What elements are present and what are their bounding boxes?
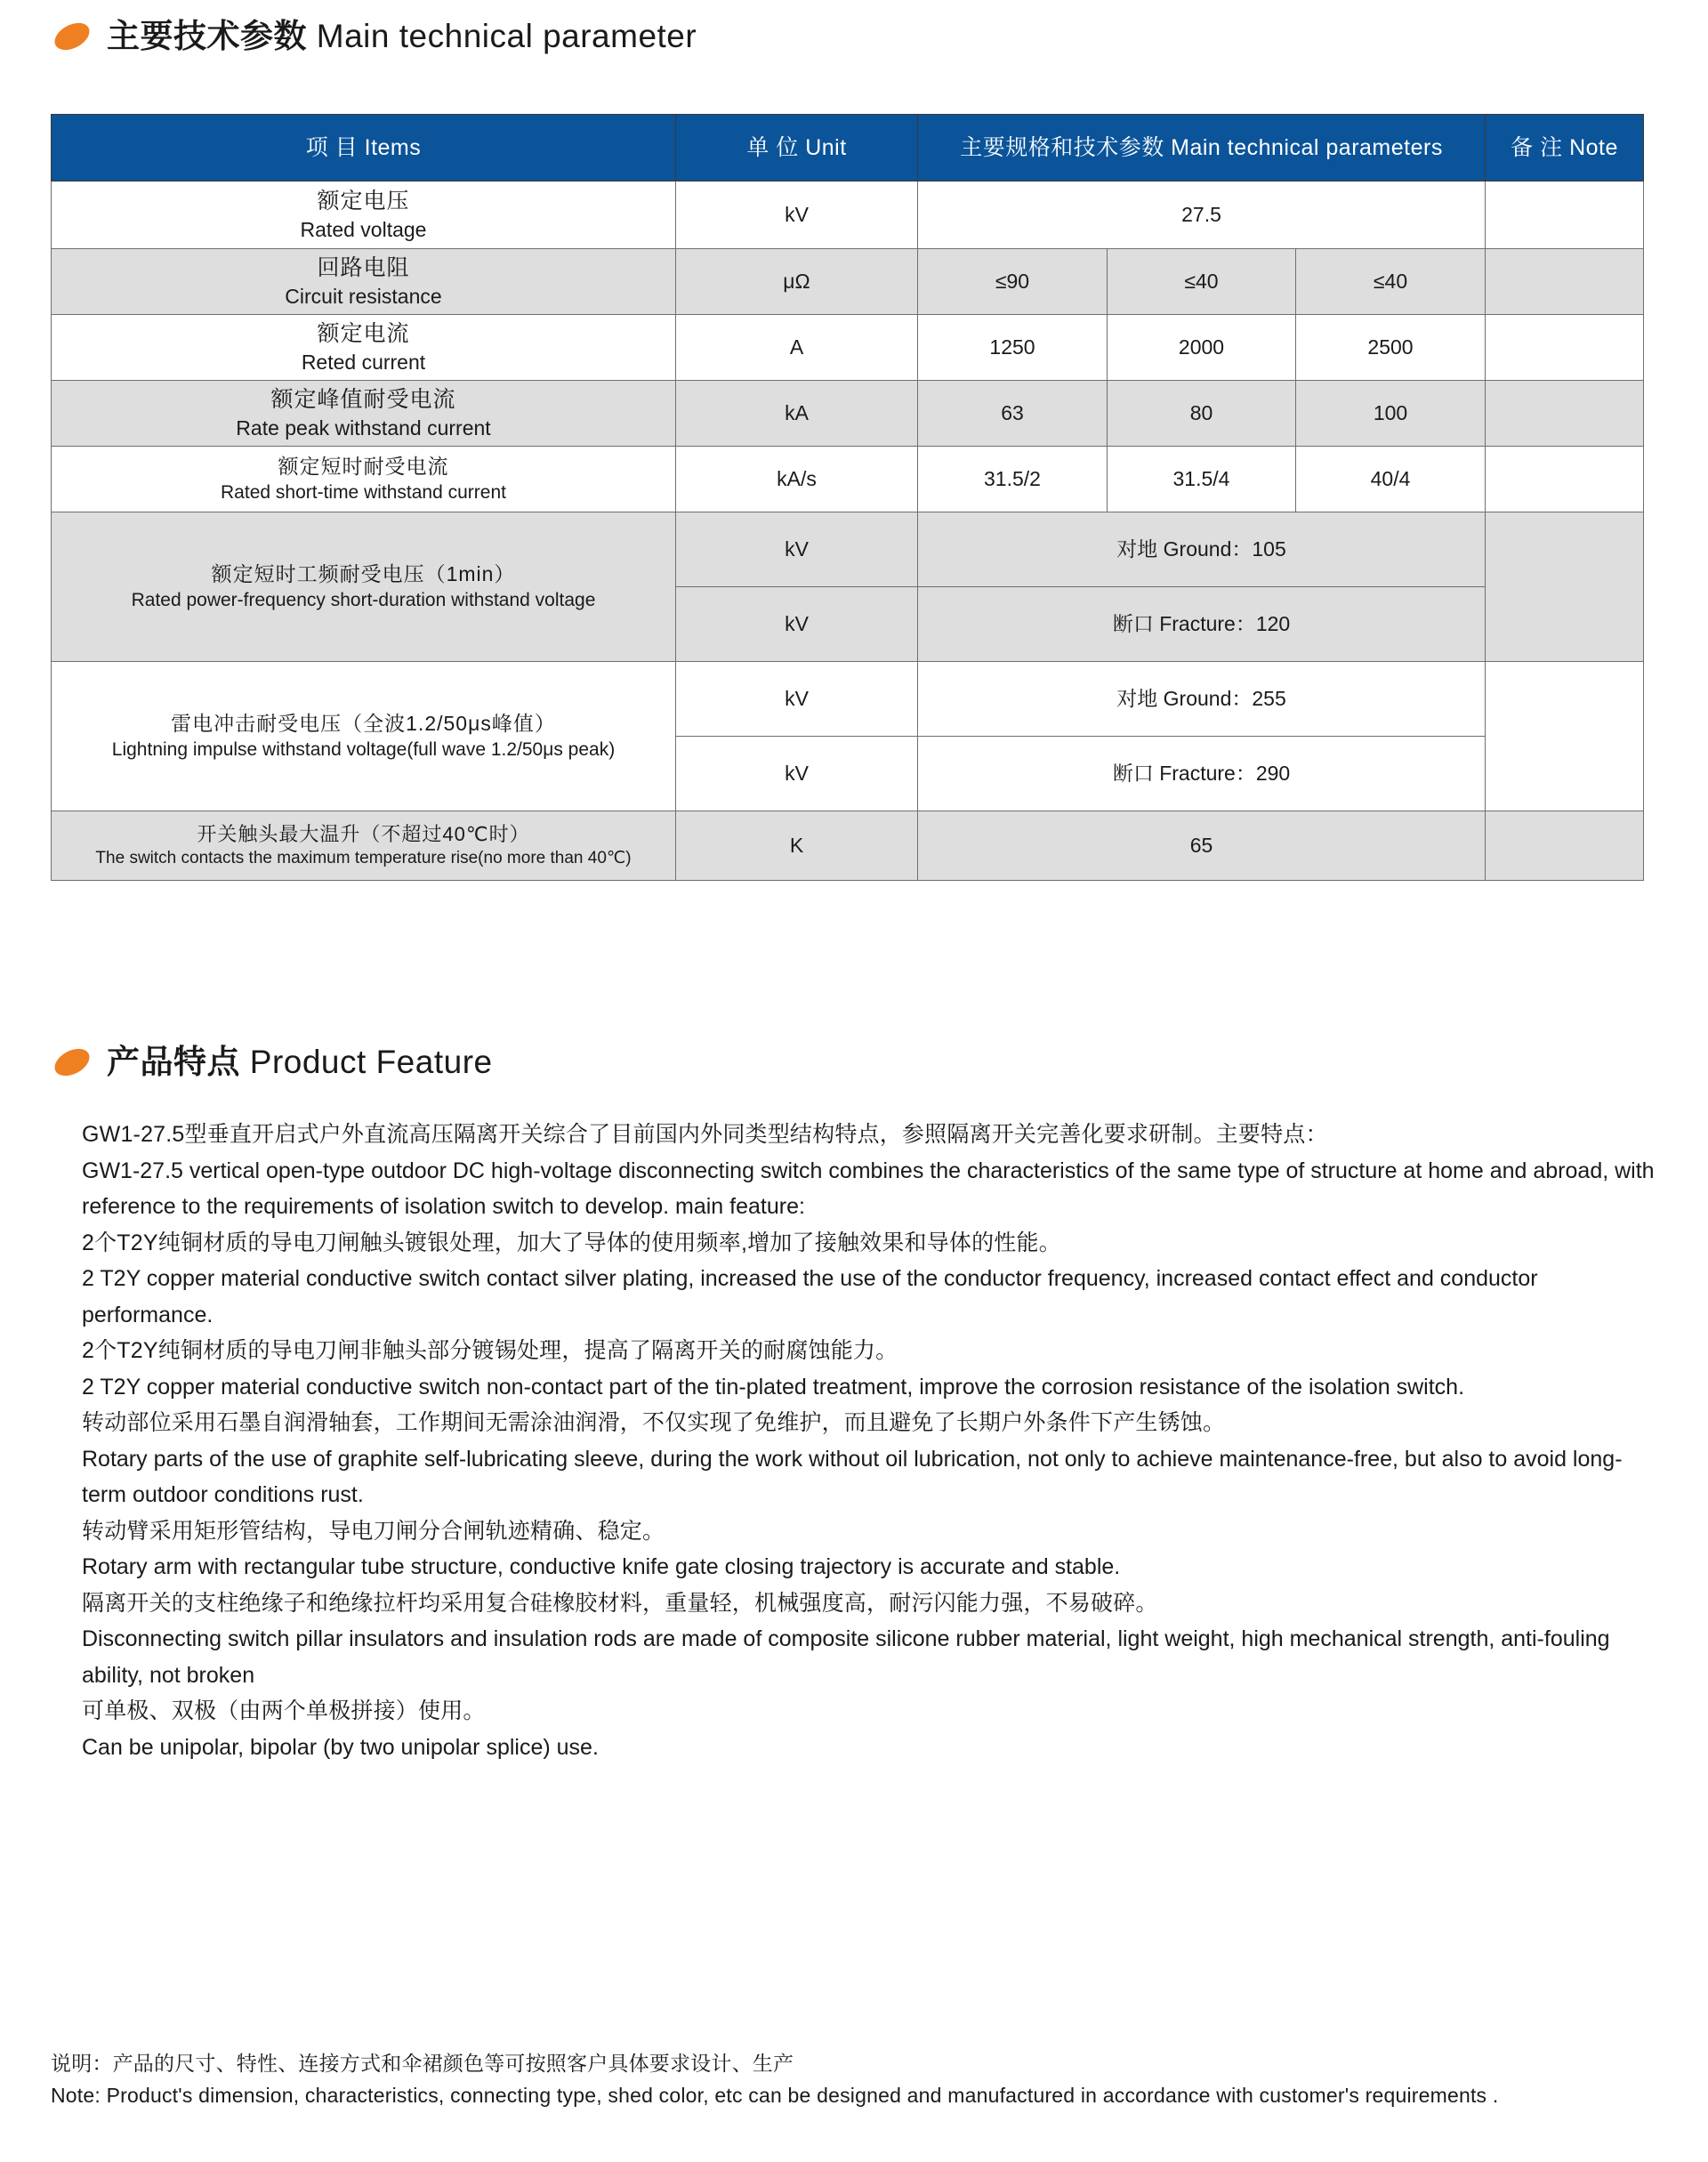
row-item-rated-voltage [52,182,676,249]
item-label-en: Circuit resistance [285,284,442,308]
row-value-1: 1250 [918,315,1108,381]
row-item-peak-withstand-current [52,381,676,447]
table-row [52,447,1644,512]
item-label-cn: 开关触头最大温升（不超过40℃时） [197,823,530,846]
row-item-power-frequency-withstand-voltage [52,512,676,662]
header-main-technical-parameters: 主要规格和技术参数 Main technical parameters [918,115,1486,182]
row-note [1486,662,1644,811]
row-unit: A [676,315,918,381]
table-row [52,512,1644,587]
table-row [52,811,1644,881]
leaf-icon [50,1043,93,1081]
product-feature-text [82,1117,1656,1765]
item-label-en: Lightning impulse withstand voltage(full wave 1.2/50μs peak) [111,738,616,760]
feature-paragraph: GW1-27.5 vertical open-type outdoor DC high-voltage disconnecting switch combines the characteristics of the same type of structure at home and abroad, with reference to the requirements of isolation switch to develop. main feature: [82,1158,1655,1219]
footnote-en: Note: Product's dimension, characteristics, connecting type, shed color, etc can be designed and manufactured in accordance with customer's requirements . [51,2083,1499,2107]
row-value-fracture: 断口 Fracture：290 [918,737,1486,811]
item-label-en: Rated power-frequency short-duration withstand voltage [131,589,596,610]
row-value-3: 100 [1296,381,1486,447]
item-label-cn: 雷电冲击耐受电压（全波1.2/50μs峰值） [171,712,556,736]
row-note [1486,315,1644,381]
item-label-cn: 额定短时耐受电流 [278,455,449,479]
row-item-max-temperature-rise [52,811,676,881]
table-row [52,182,1644,249]
item-label-en: The switch contacts the maximum temperature rise(no more than 40℃) [95,849,632,868]
row-note [1486,447,1644,512]
row-unit: kV [676,182,918,249]
row-note [1486,381,1644,447]
section-title-product-feature [107,1045,493,1078]
spec-table-container [51,114,1643,881]
table-row [52,381,1644,447]
row-value-ground: 对地 Ground：255 [918,662,1486,737]
item-label-cn: 额定峰值耐受电流 [270,386,456,412]
row-value-3: 40/4 [1296,447,1486,512]
table-row [52,249,1644,315]
section-title-en: Product Feature [249,1044,493,1080]
feature-paragraph: 2个T2Y纯铜材质的导电刀闸非触头部分镀锡处理，提高了隔离开关的耐腐蚀能力。 [82,1338,898,1363]
row-item-circuit-resistance [52,249,676,315]
leaf-icon [50,17,93,55]
row-value: 65 [918,811,1486,881]
feature-paragraph: 可单极、双极（由两个单极拼接）使用。 [82,1698,486,1723]
table-row [52,662,1644,737]
row-unit: kV [676,587,918,662]
section-title-cn: 产品特点 [107,1044,240,1080]
table-row [52,315,1644,381]
row-value-ground: 对地 Ground：105 [918,512,1486,587]
row-unit: kA [676,381,918,447]
footnote [51,2048,1652,2111]
item-label-en: Rated short-time withstand current [221,481,506,503]
header-note: 备 注 Note [1486,115,1644,182]
row-unit: kA/s [676,447,918,512]
section-title-en: Main technical parameter [316,18,697,54]
item-label-cn: 额定电压 [317,188,410,214]
header-unit: 单 位 Unit [676,115,918,182]
row-value-1: 31.5/2 [918,447,1108,512]
item-label-cn: 回路电阻 [317,254,410,280]
feature-paragraph: Rotary parts of the use of graphite self-lubricating sleeve, during the work without oil lubrication, not only to achieve maintenance-free, but also to avoid long-term outdoor conditions rust. [82,1446,1623,1507]
row-value-3: 2500 [1296,315,1486,381]
feature-paragraph: 2个T2Y纯铜材质的导电刀闸触头镀银处理，加大了导体的使用频率,增加了接触效果和导体的性能。 [82,1230,1061,1255]
main-technical-parameter-table [51,114,1644,881]
feature-paragraph: Rotary arm with rectangular tube structure, conductive knife gate closing trajectory is accurate and stable. [82,1554,1121,1579]
section-title-cn: 主要技术参数 [107,18,307,54]
row-unit: μΩ [676,249,918,315]
row-unit: kV [676,662,918,737]
item-label-en: Reted current [301,350,426,374]
row-value-2: 31.5/4 [1108,447,1296,512]
feature-paragraph: Disconnecting switch pillar insulators and insulation rods are made of composite silicone rubber material, light weight, high mechanical strength, anti-fouling ability, not broken [82,1626,1610,1688]
row-unit: kV [676,737,918,811]
feature-paragraph: 隔离开关的支柱绝缘子和绝缘拉杆均采用复合硅橡胶材料，重量轻，机械强度高，耐污闪能力强，不易破碎。 [82,1590,1158,1616]
section-heading-main-parameter [53,20,697,52]
feature-paragraph: 转动部位采用石墨自润滑轴套，工作期间无需涂油润滑，不仅实现了免维护，而且避免了长期户外条件下产生锈蚀。 [82,1410,1226,1435]
section-title-main-parameter [107,20,697,52]
row-note [1486,182,1644,249]
item-label-cn: 额定电流 [317,320,410,346]
row-unit: kV [676,512,918,587]
feature-paragraph: Can be unipolar, bipolar (by two unipolar splice) use. [82,1734,599,1760]
row-value-2: ≤40 [1108,249,1296,315]
item-label-cn: 额定短时工频耐受电压（1min） [211,562,516,586]
row-item-lightning-impulse-withstand-voltage [52,662,676,811]
table-header-row [52,115,1644,182]
row-note [1486,249,1644,315]
row-value-2: 2000 [1108,315,1296,381]
row-value-2: 80 [1108,381,1296,447]
row-note [1486,512,1644,662]
feature-paragraph: 转动臂采用矩形管结构，导电刀闸分合闸轨迹精确、稳定。 [82,1518,665,1544]
row-unit: K [676,811,918,881]
section-heading-product-feature [53,1045,493,1078]
row-value-fracture: 断口 Fracture：120 [918,587,1486,662]
row-item-rated-current [52,315,676,381]
row-value-3: ≤40 [1296,249,1486,315]
row-item-short-time-withstand-current [52,447,676,512]
row-value-1: ≤90 [918,249,1108,315]
header-items: 项 目 Items [52,115,676,182]
feature-paragraph: GW1-27.5型垂直开启式户外直流高压隔离开关综合了目前国内外同类型结构特点，参照隔离开关完善化要求研制。主要特点： [82,1122,1328,1147]
item-label-en: Rated voltage [300,217,427,241]
footnote-cn: 说明：产品的尺寸、特性、连接方式和伞裙颜色等可按照客户具体要求设计、生产 [51,2052,794,2075]
item-label-en: Rate peak withstand current [236,415,491,440]
feature-paragraph: 2 T2Y copper material conductive switch non-contact part of the tin-plated treatment, improve the corrosion resistance of the isolation switch. [82,1374,1465,1400]
feature-paragraph: 2 T2Y copper material conductive switch contact silver plating, increased the use of the conductor frequency, increased contact effect and conductor performance. [82,1266,1538,1327]
row-note [1486,811,1644,881]
table-body [52,182,1644,881]
row-value-1: 63 [918,381,1108,447]
row-value: 27.5 [918,182,1486,249]
table-header [52,115,1644,182]
